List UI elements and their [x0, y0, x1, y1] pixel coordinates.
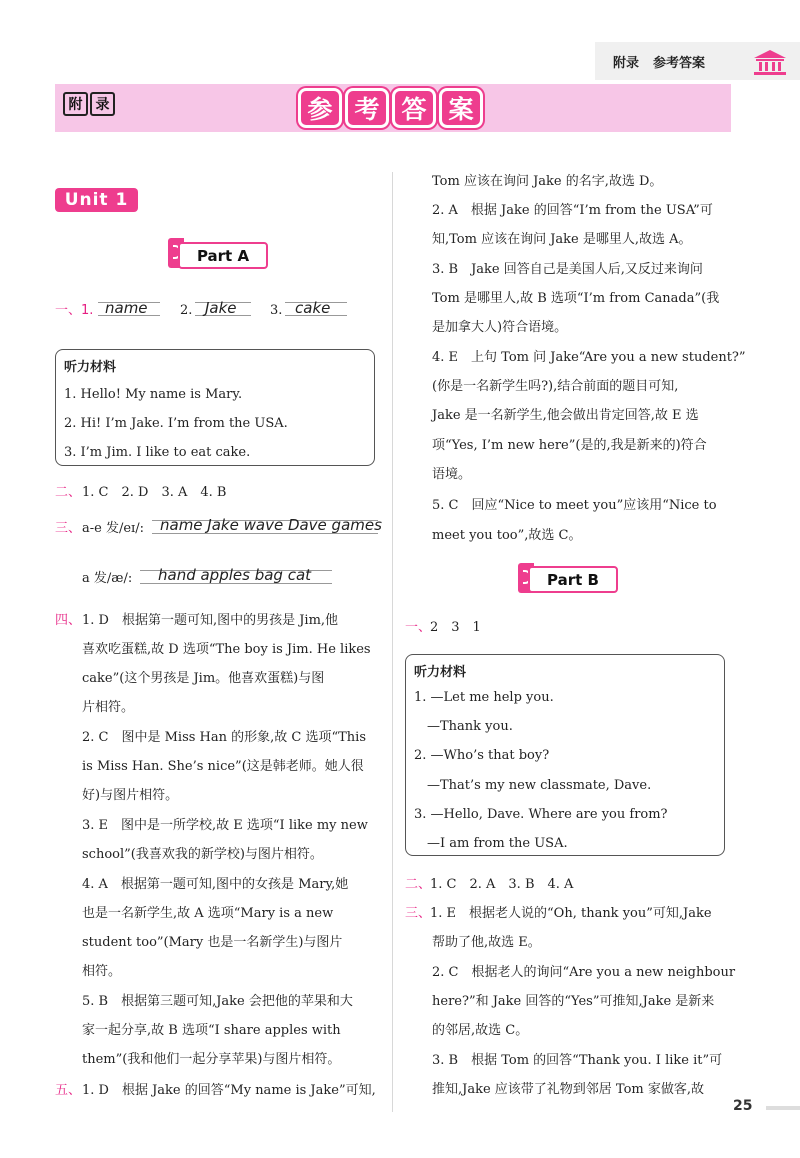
- unit-badge: Unit 1: [55, 188, 138, 212]
- explanation-line: 4. E 上句 Tom 问 Jake“Are you a new student?”: [432, 350, 746, 365]
- explanation-line: Tom 是哪里人,故 B 选项“I’m from Canada”(我: [432, 291, 720, 306]
- listening-line: 1. Hello! My name is Mary.: [64, 387, 243, 402]
- explanation-line: is Miss Han. She’s nice”(这是韩老师。她人很: [82, 759, 364, 774]
- listening-line: —I am from the USA.: [414, 836, 568, 851]
- explanation-line: 是加拿大人)符合语境。: [432, 320, 568, 335]
- q2-prefix: 二、: [55, 485, 82, 500]
- temple-icon: [752, 48, 788, 76]
- b1-answers: 2 3 1: [430, 620, 481, 635]
- explanation-line: Tom 应该在询问 Jake 的名字,故选 D。: [432, 174, 663, 189]
- explanation-line: school”(我喜欢我的新学校)与图片相符。: [82, 847, 323, 862]
- listening-line: 2. Hi! I’m Jake. I’m from the USA.: [64, 416, 288, 431]
- q1-answer-1: name: [105, 299, 148, 317]
- banner-title-char: 参: [298, 88, 342, 128]
- title-banner: [55, 84, 731, 132]
- q1-answer-2: Jake: [205, 299, 237, 317]
- appendix-tag-char: 附: [63, 92, 88, 116]
- explanation-line: them”(我和他们一起分享苹果)与图片相符。: [82, 1052, 341, 1067]
- explanation-line: 5. B 根据第三题可知,Jake 会把他的苹果和大: [82, 994, 353, 1009]
- explanation-line: 项“Yes, I’m new here”(是的,我是新来的)符合: [432, 438, 707, 453]
- explanation-line: 3. B Jake 回答自己是美国人后,又反过来询问: [432, 262, 703, 277]
- explanation-line: 喜欢吃蛋糕,故 D 选项“The boy is Jim. He likes: [82, 642, 371, 657]
- listening-line: 3. —Hello, Dave. Where are you from?: [414, 807, 668, 822]
- explanation-line: 5. C 回应“Nice to meet you”应该用“Nice to: [432, 498, 717, 513]
- q1-prefix: 一、1.: [55, 303, 94, 318]
- q4-prefix: 四、: [55, 613, 82, 628]
- explanation-line: 1. D 根据第一题可知,图中的男孩是 Jim,他: [82, 613, 339, 628]
- explanation-line: cake”(这个男孩是 Jim。他喜欢蛋糕)与图: [82, 671, 325, 686]
- explanation-line: 知,Tom 应该在询问 Jake 是哪里人,故选 A。: [432, 232, 692, 247]
- explanation-line: 相符。: [82, 964, 122, 979]
- part-b-badge: Part B: [528, 566, 618, 593]
- appendix-tag-char: 录: [90, 92, 115, 116]
- explanation-line: (你是一名新学生吗?),结合前面的题目可知,: [432, 379, 679, 394]
- q2-answers: 1. C 2. D 3. A 4. B: [82, 485, 227, 500]
- q5-prefix: 五、: [55, 1083, 82, 1098]
- b3-prefix: 三、: [405, 906, 432, 921]
- b1-prefix: 一、: [405, 620, 432, 635]
- explanation-line: 3. E 图中是一所学校,故 E 选项“I like my new: [82, 818, 368, 833]
- q3-a-label: a-e 发/eɪ/:: [82, 521, 144, 536]
- q3-a-words: name Jake wave Dave games: [160, 516, 382, 534]
- explanation-line: Jake 是一名新学生,他会做出肯定回答,故 E 选: [432, 408, 699, 423]
- appendix-tag: [63, 92, 115, 116]
- listening-script-box: [405, 654, 725, 856]
- banner-title-char: 案: [439, 88, 483, 128]
- listening-box-title: 听力材料: [64, 360, 117, 375]
- explanation-line: 推知,Jake 应该带了礼物到邻居 Tom 家做客,故: [432, 1082, 705, 1097]
- column-divider: [392, 172, 393, 1112]
- page-number-bar: [766, 1106, 800, 1110]
- q3-prefix: 三、: [55, 521, 82, 536]
- explanation-line: 1. D 根据 Jake 的回答“My name is Jake”可知,: [82, 1083, 376, 1098]
- explanation-line: 2. C 图中是 Miss Han 的形象,故 C 选项“This: [82, 730, 367, 745]
- explanation-line: 帮助了他,故选 E。: [432, 935, 541, 950]
- listening-line: 3. I’m Jim. I like to eat cake.: [64, 445, 251, 460]
- explanation-line: 的邻居,故选 C。: [432, 1023, 529, 1038]
- explanation-line: 也是一名新学生,故 A 选项“Mary is a new: [82, 906, 334, 921]
- q1-num-2: 2.: [180, 303, 193, 318]
- banner-title-char: 答: [392, 88, 436, 128]
- explanation-line: 3. B 根据 Tom 的回答“Thank you. I like it”可: [432, 1053, 723, 1068]
- running-header: [595, 42, 800, 80]
- listening-line: —Thank you.: [414, 719, 513, 734]
- explanation-line: 2. A 根据 Jake 的回答“I’m from the USA”可: [432, 203, 713, 218]
- header-title: 参考答案: [653, 55, 706, 71]
- q1-answer-3: cake: [295, 299, 331, 317]
- part-a-badge: Part A: [178, 242, 268, 269]
- listening-line: —That’s my new classmate, Dave.: [414, 778, 652, 793]
- listening-script-box: [55, 349, 375, 466]
- explanation-line: 1. E 根据老人说的“Oh, thank you”可知,Jake: [430, 906, 712, 921]
- b2-answers: 1. C 2. A 3. B 4. A: [430, 877, 574, 892]
- page-number: 25: [733, 1098, 753, 1114]
- listening-line: 2. —Who’s that boy?: [414, 748, 550, 763]
- header-section: 附录: [613, 55, 640, 71]
- explanation-line: 2. C 根据老人的询问“Are you a new neighbour: [432, 965, 736, 980]
- q3-b-words: hand apples bag cat: [158, 566, 312, 584]
- explanation-line: 4. A 根据第一题可知,图中的女孩是 Mary,她: [82, 877, 349, 892]
- q1-num-3: 3.: [270, 303, 283, 318]
- q3-b-label: a 发/æ/:: [82, 571, 133, 586]
- explanation-line: 家一起分享,故 B 选项“I share apples with: [82, 1023, 341, 1038]
- explanation-line: 片相符。: [82, 700, 135, 715]
- explanation-line: student too”(Mary 也是一名新学生)与图片: [82, 935, 343, 950]
- banner-title-char: 考: [345, 88, 389, 128]
- banner-title: [298, 88, 483, 128]
- listening-line: 1. —Let me help you.: [414, 690, 554, 705]
- b2-prefix: 二、: [405, 877, 432, 892]
- explanation-line: meet you too”,故选 C。: [432, 528, 582, 543]
- explanation-line: here?”和 Jake 回答的“Yes”可推知,Jake 是新来: [432, 994, 715, 1009]
- explanation-line: 语境。: [432, 467, 472, 482]
- listening-box-title: 听力材料: [414, 665, 467, 680]
- explanation-line: 好)与图片相符。: [82, 788, 179, 803]
